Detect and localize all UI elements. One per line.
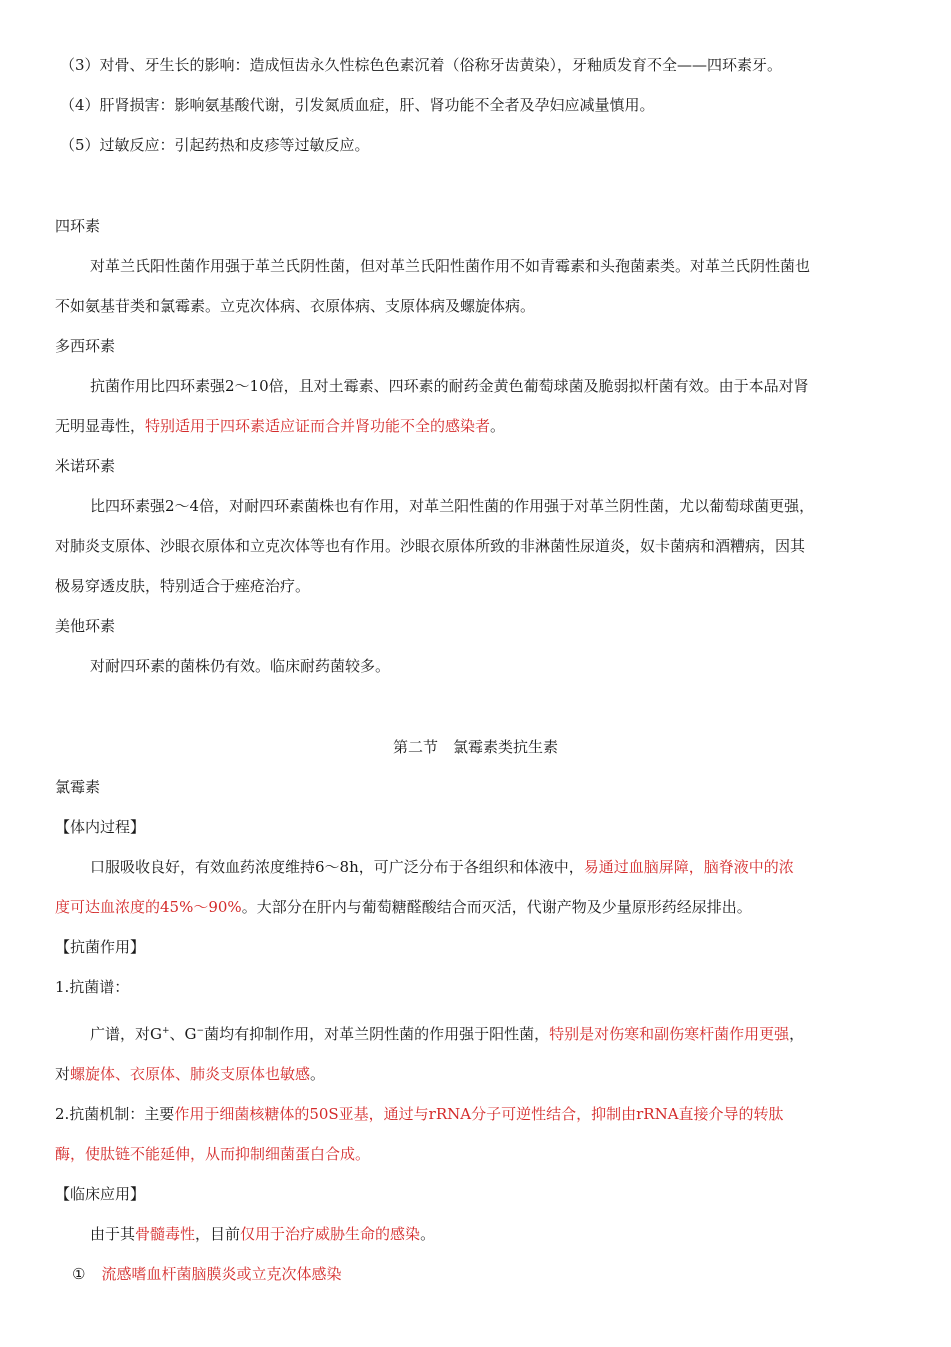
highlight-text: 螺旋体、衣原体、肺炎支原体也敏感 <box>70 1065 311 1083</box>
minocycline-para-line-1: 比四环素强2～4倍，对耐四环素菌株也有作用，对革兰阳性菌的作用强于对革兰阴性菌，尤以葡萄球菌更强， <box>90 497 815 515</box>
superscript-minus: − <box>196 1026 205 1036</box>
clinical-heading: 【临床应用】 <box>55 1185 146 1203</box>
list-item-text: 流感嗜血杆菌脑膜炎或立克次体感染 <box>101 1265 342 1283</box>
highlight-text: 骨髓毒性 <box>135 1225 196 1243</box>
text-span: 2.抗菌机制：主要 <box>55 1105 175 1123</box>
highlight-text: 仅用于治疗威胁生命的感染 <box>240 1225 421 1243</box>
doxycycline-para-line-2 <box>55 416 951 436</box>
minocycline-para-line-3: 极易穿透皮肤，特别适合于痤疮治疗。 <box>55 577 311 595</box>
minocycline-para-line-2: 对肺炎支原体、沙眼衣原体和立克次体等也有作用。沙眼衣原体所致的非淋菌性尿道炎，奴卡菌病和酒糟病，因其 <box>55 537 806 555</box>
clinical-list-item-1 <box>72 1264 951 1284</box>
spectrum-para-line-1 <box>90 1024 951 1044</box>
superscript-plus: + <box>161 1026 170 1036</box>
text-span: 菌均有抑制作用，对革兰阴性菌的作用强于阳性菌， <box>204 1025 550 1043</box>
highlight-text: 易通过血脑屏障，脑脊液中的浓 <box>583 858 794 876</box>
tetracycline-para-line-2: 不如氨基苷类和氯霉素。立克次体病、衣原体病、支原体病及螺旋体病。 <box>55 297 536 315</box>
highlight-text: 作用于细菌核糖体的50S亚基，通过与rRNA分子可逆性结合，抑制由rRNA直接介导的转肽 <box>174 1105 784 1123</box>
highlight-text: 度可达血浓度的45%～90% <box>55 898 242 916</box>
highlight-text: 特别适用于四环素适应证而合并肾功能不全的感染者 <box>145 417 491 435</box>
action-heading: 【抗菌作用】 <box>55 938 146 956</box>
list-number: ① <box>72 1265 86 1283</box>
text-span: 。 <box>310 1065 326 1083</box>
highlight-text: 酶，使肽链不能延伸，从而抑制细菌蛋白合成 <box>55 1145 356 1163</box>
process-heading: 【体内过程】 <box>55 818 146 836</box>
text-span: 广谱，对G <box>90 1025 162 1043</box>
text-span: 由于其 <box>90 1225 136 1243</box>
methacycline-heading: 美他环素 <box>55 617 116 635</box>
doxycycline-para-line-1: 抗菌作用比四环素强2～10倍，且对土霉素、四环素的耐药金黄色葡萄球菌及脆弱拟杆菌有效。由于本品对肾 <box>90 377 809 395</box>
section-title: 第二节 氯霉素类抗生素 <box>392 738 558 756</box>
chloramphenicol-heading: 氯霉素 <box>55 778 101 796</box>
text-span: ，目前 <box>195 1225 241 1243</box>
process-para-line-2 <box>55 897 951 917</box>
clinical-para-line-1 <box>90 1224 951 1244</box>
spectrum-label: 1.抗菌谱： <box>55 978 130 996</box>
process-para-line-1 <box>90 857 951 877</box>
highlight-text: 特别是对伤寒和副伤寒杆菌作用更强 <box>549 1025 790 1043</box>
adverse-item-4: （4）肝肾损害：影响氨基酸代谢，引发氮质血症，肝、肾功能不全者及孕妇应减量慎用。 <box>60 96 655 114</box>
tetracycline-para-line-1: 对革兰氏阳性菌作用强于革兰氏阴性菌，但对革兰氏阳性菌作用不如青霉素和头孢菌素类。对革兰氏阴性菌也 <box>90 257 811 275</box>
text-span: 口服吸收良好，有效血药浓度维持6～8h，可广泛分布于各组织和体液中， <box>90 858 584 876</box>
adverse-item-5: （5）过敏反应：引起药热和皮疹等过敏反应。 <box>60 136 370 154</box>
doxycycline-heading: 多西环素 <box>55 337 116 355</box>
text-span: 。 <box>420 1225 436 1243</box>
text-span: 对 <box>55 1065 71 1083</box>
text-span: 、G <box>169 1025 197 1043</box>
text-span: 。 <box>490 417 506 435</box>
spectrum-para-line-2 <box>55 1064 951 1084</box>
text-span: 。 <box>355 1145 371 1163</box>
text-span: ， <box>789 1025 805 1043</box>
minocycline-heading: 米诺环素 <box>55 457 116 475</box>
mechanism-para-line-2 <box>55 1144 951 1164</box>
text-span: 无明显毒性， <box>55 417 146 435</box>
tetracycline-heading: 四环素 <box>55 217 101 235</box>
text-span: 。大部分在肝内与葡萄糖醛酸结合而灭活，代谢产物及少量原形药经尿排出。 <box>241 898 752 916</box>
mechanism-para-line-1 <box>55 1104 951 1124</box>
adverse-item-3: （3）对骨、牙生长的影响：造成恒齿永久性棕色色素沉着（俗称牙齿黄染），牙釉质发育不全——四环素牙。 <box>60 56 783 74</box>
methacycline-para-line-1: 对耐四环素的菌株仍有效。临床耐药菌较多。 <box>90 657 391 675</box>
